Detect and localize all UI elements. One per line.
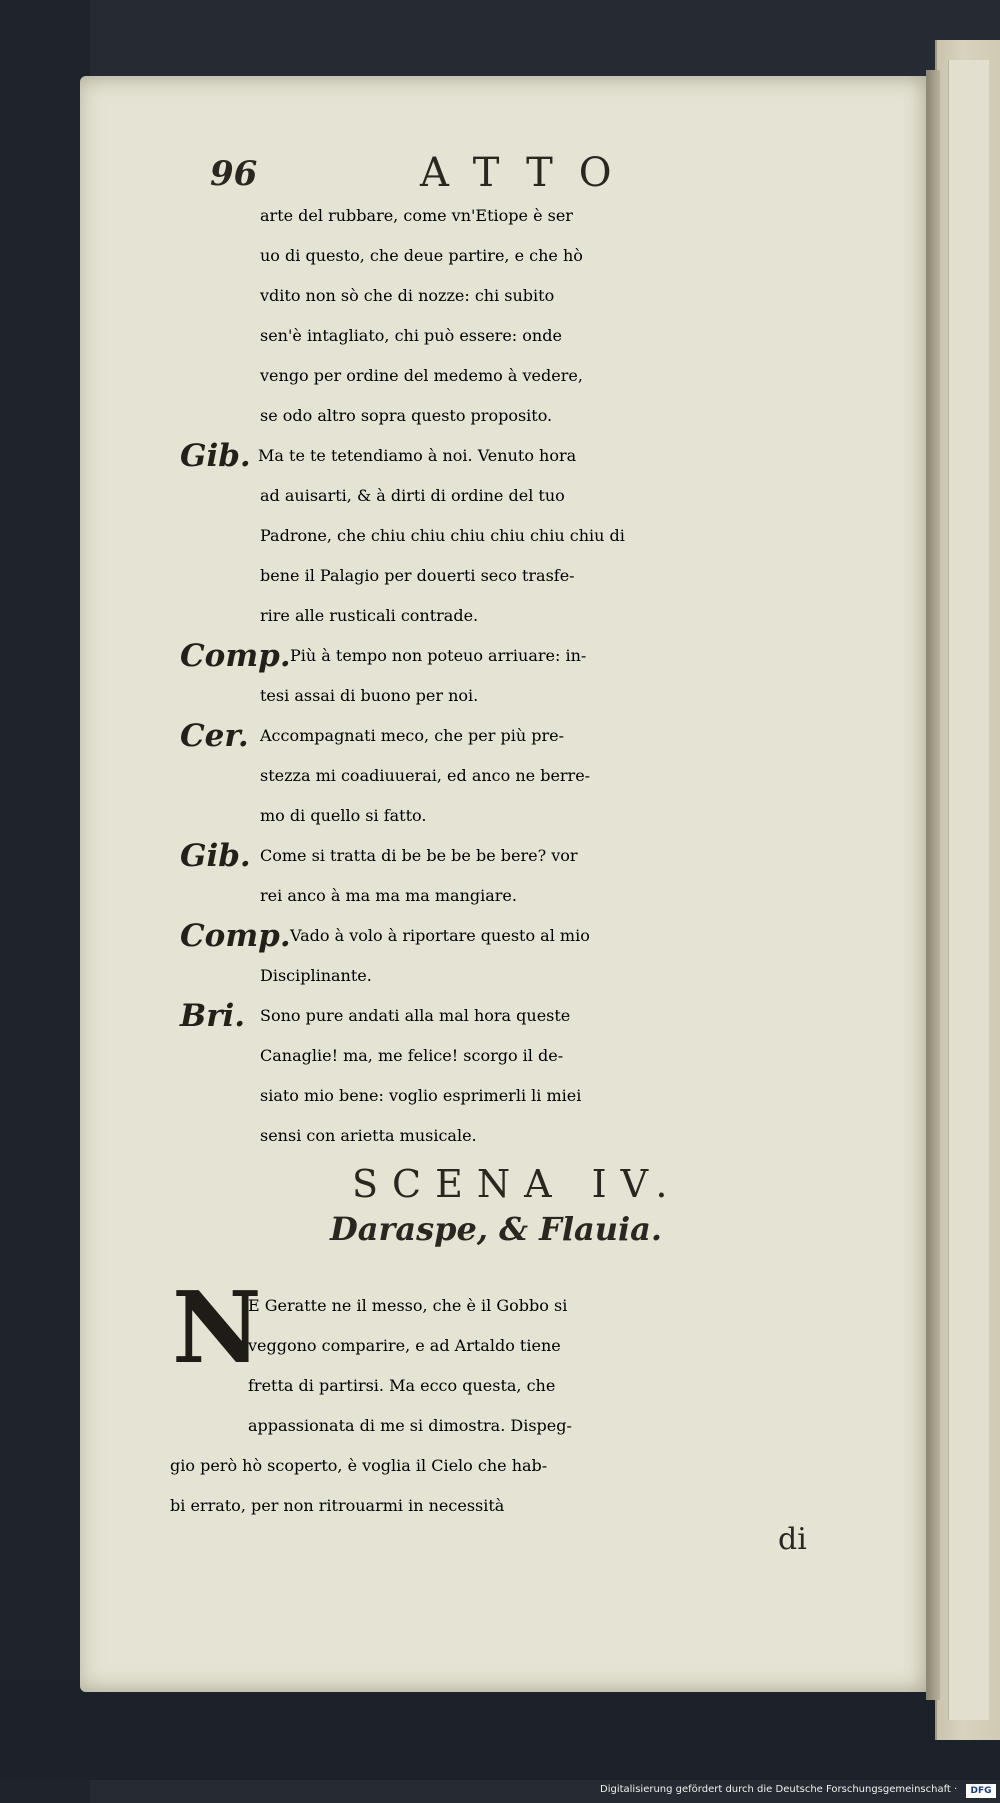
text-line: se odo altro sopra questo proposito. <box>260 406 553 425</box>
text-line: gio però hò scoperto, è voglia il Cielo che hab- <box>170 1456 548 1475</box>
text-line: Vado à volo à riportare questo al mio <box>290 926 590 945</box>
next-page-inner <box>948 60 989 1720</box>
text-line: fretta di partirsi. Ma ecco questa, che <box>248 1376 556 1395</box>
text-line: rire alle rusticali contrade. <box>260 606 479 625</box>
text-line: vengo per ordine del medemo à vedere, <box>260 366 583 385</box>
speaker-label: Gib. <box>180 438 251 474</box>
text-line: Come si tratta di be be be be bere? vor <box>260 846 578 865</box>
scene-title: SCENA IV. <box>352 1162 682 1206</box>
speaker-label: Comp. <box>180 638 291 674</box>
drop-cap: N <box>172 1271 262 1386</box>
page-header <box>210 150 750 200</box>
text-line: stezza mi coadiuuerai, ed anco ne berre- <box>260 766 591 785</box>
text-line: Più à tempo non poteuo arriuare: in- <box>290 646 587 665</box>
text-line: Padrone, che chiu chiu chiu chiu chiu chiu di <box>260 526 625 545</box>
text-line: ad auisarti, & à dirti di ordine del tuo <box>260 486 565 505</box>
text-line: Sono pure andati alla mal hora queste <box>260 1006 571 1025</box>
text-line: bi errato, per non ritrouarmi in necessità <box>170 1496 505 1515</box>
running-head: ATTO <box>420 150 638 196</box>
text-line: rei anco à ma ma ma mangiare. <box>260 886 517 905</box>
text-line: veggono comparire, e ad Artaldo tiene <box>248 1336 561 1355</box>
speaker-label: Gib. <box>180 838 251 874</box>
page-number: 96 <box>210 154 258 194</box>
text-line: mo di quello si fatto. <box>260 806 427 825</box>
text-line: sensi con arietta musicale. <box>260 1126 477 1145</box>
text-line: Disciplinante. <box>260 966 372 985</box>
gutter-shadow <box>926 70 940 1700</box>
text-line: Accompagnati meco, che per più pre- <box>260 726 564 745</box>
text-line: vdito non sò che di nozze: chi subito <box>260 286 555 305</box>
text-line: tesi assai di buono per noi. <box>260 686 479 705</box>
text-line: appassionata di me si dimostra. Dispeg- <box>248 1416 572 1435</box>
scan-background-left <box>0 0 90 1803</box>
speaker-label: Bri. <box>180 998 246 1034</box>
text-line: Canaglie! ma, me felice! scorgo il de- <box>260 1046 564 1065</box>
text-line: Ma te te tetendiamo à noi. Venuto hora <box>258 446 577 465</box>
speaker-label: Comp. <box>180 918 291 954</box>
scene-persons: Daraspe, & Flauia. <box>330 1210 663 1248</box>
text-line: E Geratte ne il messo, che è il Gobbo si <box>248 1296 568 1315</box>
catchword: di <box>778 1522 807 1557</box>
text-line: sen'è intagliato, chi può essere: onde <box>260 326 562 345</box>
speaker-label: Cer. <box>180 718 249 754</box>
scan-background-bottom <box>0 1680 1000 1780</box>
text-line: siato mio bene: voglio esprimerli li miei <box>260 1086 582 1105</box>
text-line: bene il Palagio per douerti seco trasfe- <box>260 566 575 585</box>
text-line: uo di questo, che deue partire, e che hò <box>260 246 583 265</box>
text-line: arte del rubbare, come vn'Etiope è ser <box>260 206 573 225</box>
dfg-logo: DFG <box>966 1784 996 1798</box>
digitization-credit: Digitalisierung gefördert durch die Deutsche Forschungsgemeinschaft · <box>600 1784 958 1795</box>
